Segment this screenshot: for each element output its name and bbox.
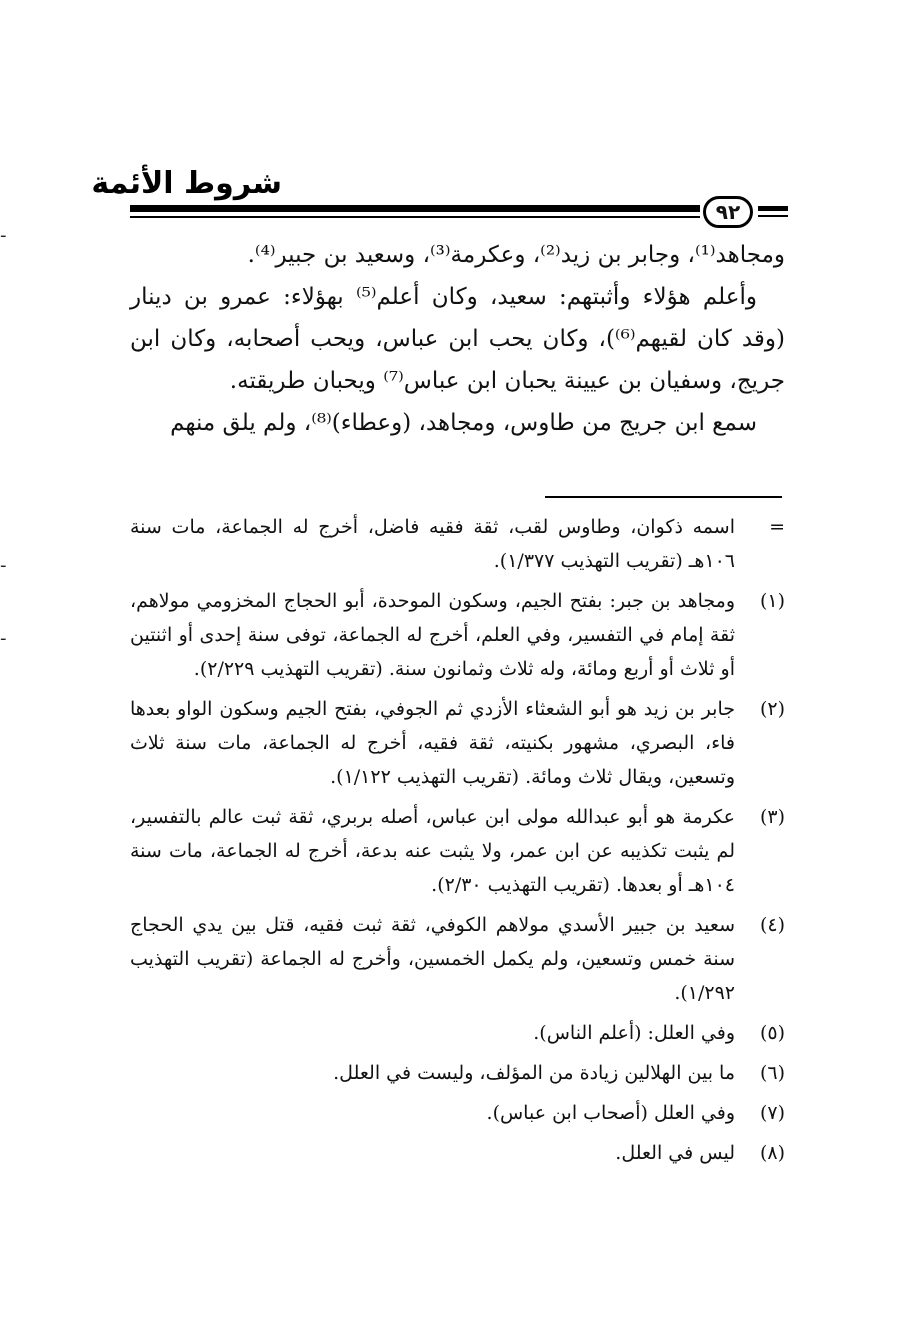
footnote-text: ليس في العلل. xyxy=(615,1142,735,1164)
footnote xyxy=(130,1136,785,1170)
margin-mark: - xyxy=(0,628,7,649)
footnote-number: = xyxy=(769,516,785,538)
main-paragraph: ومجاهد⁽¹⁾، وجابر بن زيد⁽²⁾، وعكرمة⁽³⁾، وسعيد بن جبير⁽⁴⁾. xyxy=(247,242,785,268)
footnote-number: (٣) xyxy=(759,806,785,828)
footnote xyxy=(130,1056,785,1090)
margin-mark: - xyxy=(0,225,7,246)
main-paragraph: وأعلم هؤلاء وأثبتهم: سعيد، وكان أعلم⁽⁵⁾ بهؤلاء: عمرو بن دينار (وقد كان لقيهم⁽⁶⁾)، وكان يحب ابن عباس، ويحب أصحابه، وكان ابن جريج، وسفيان بن عيينة يحبان ابن عباس⁽⁷⁾ ويحبان طريقته. xyxy=(130,284,786,394)
footnote-number: (٢) xyxy=(759,698,785,720)
footnote xyxy=(130,800,785,902)
footnotes xyxy=(130,510,785,1176)
footnote-number: (٦) xyxy=(759,1062,785,1084)
footnote-text: اسمه ذكوان، وطاوس لقب، ثقة فقيه فاضل، أخرج له الجماعة، مات سنة ١٠٦هـ (تقريب التهذيب ١/٣٧٧). xyxy=(130,516,735,572)
footnote-text: جابر بن زيد هو أبو الشعثاء الأزدي ثم الجوفي، بفتح الجيم وسكون الواو بعدها فاء، البصري، مشهور بكنيته، ثقة فقيه، أخرج له الجماعة، مات سنة ثلاث وتسعين، ويقال ثلاث ومائة. (تقريب التهذيب ١/١٢٢). xyxy=(130,698,735,788)
footnote-text: ما بين الهلالين زيادة من المؤلف، وليست في العلل. xyxy=(333,1062,735,1084)
margin-mark: - xyxy=(0,555,7,576)
footnote xyxy=(130,584,785,686)
footnote xyxy=(130,1096,785,1130)
footnote xyxy=(130,908,785,1010)
header-rule-right-thick xyxy=(758,206,788,211)
main-paragraph: سمع ابن جريج من طاوس، ومجاهد، (وعطاء)⁽⁸⁾، ولم يلق منهم xyxy=(170,410,757,436)
footnote-number: (٥) xyxy=(759,1022,785,1044)
footnote xyxy=(130,1016,785,1050)
header-rule-right-thin xyxy=(758,215,788,217)
footnote-text: وفي العلل: (أعلم الناس). xyxy=(533,1022,735,1044)
footnote-number: (٧) xyxy=(759,1102,785,1124)
footnote-number: (٨) xyxy=(759,1142,785,1164)
running-header-title: شروط الأئمة xyxy=(91,166,282,201)
footnote-text: سعيد بن جبير الأسدي مولاهم الكوفي، ثقة ثبت فقيه، قتل بين يدي الحجاج سنة خمس وتسعين، ولم يكمل الخمسين، وأخرج له الجماعة (تقريب التهذيب ١/٢٩٢). xyxy=(130,914,735,1004)
footnote-number: (١) xyxy=(759,590,785,612)
footnote-text: ومجاهد بن جبر: بفتح الجيم، وسكون الموحدة، أبو الحجاج المخزومي مولاهم، ثقة إمام في التفسير، وفي العلم، أخرج له الجماعة، توفى سنة إحدى أو اثنتين أو ثلاث أو أربع ومائة، وله ثلاث وثمانون سنة. (تقريب التهذيب ٢/٢٢٩). xyxy=(130,590,735,680)
footnote xyxy=(130,510,785,578)
header-rule-thin xyxy=(130,216,700,218)
footnote-number: (٤) xyxy=(759,914,785,936)
footnote xyxy=(130,692,785,794)
footnote-text: وفي العلل (أصحاب ابن عباس). xyxy=(486,1102,735,1124)
header-rule-thick xyxy=(130,205,700,212)
footnote-text: عكرمة هو أبو عبدالله مولى ابن عباس، أصله بربري، ثقة ثبت عالم بالتفسير، لم يثبت تكذيبه عن ابن عمر، ولا يثبت عنه بدعة، أخرج له الجماعة، مات سنة ١٠٤هـ أو بعدها. (تقريب التهذيب ٢/٣٠). xyxy=(130,806,735,896)
main-text xyxy=(130,234,785,444)
page-number-badge: ٩٢ xyxy=(703,196,753,228)
footnote-separator xyxy=(545,496,782,498)
